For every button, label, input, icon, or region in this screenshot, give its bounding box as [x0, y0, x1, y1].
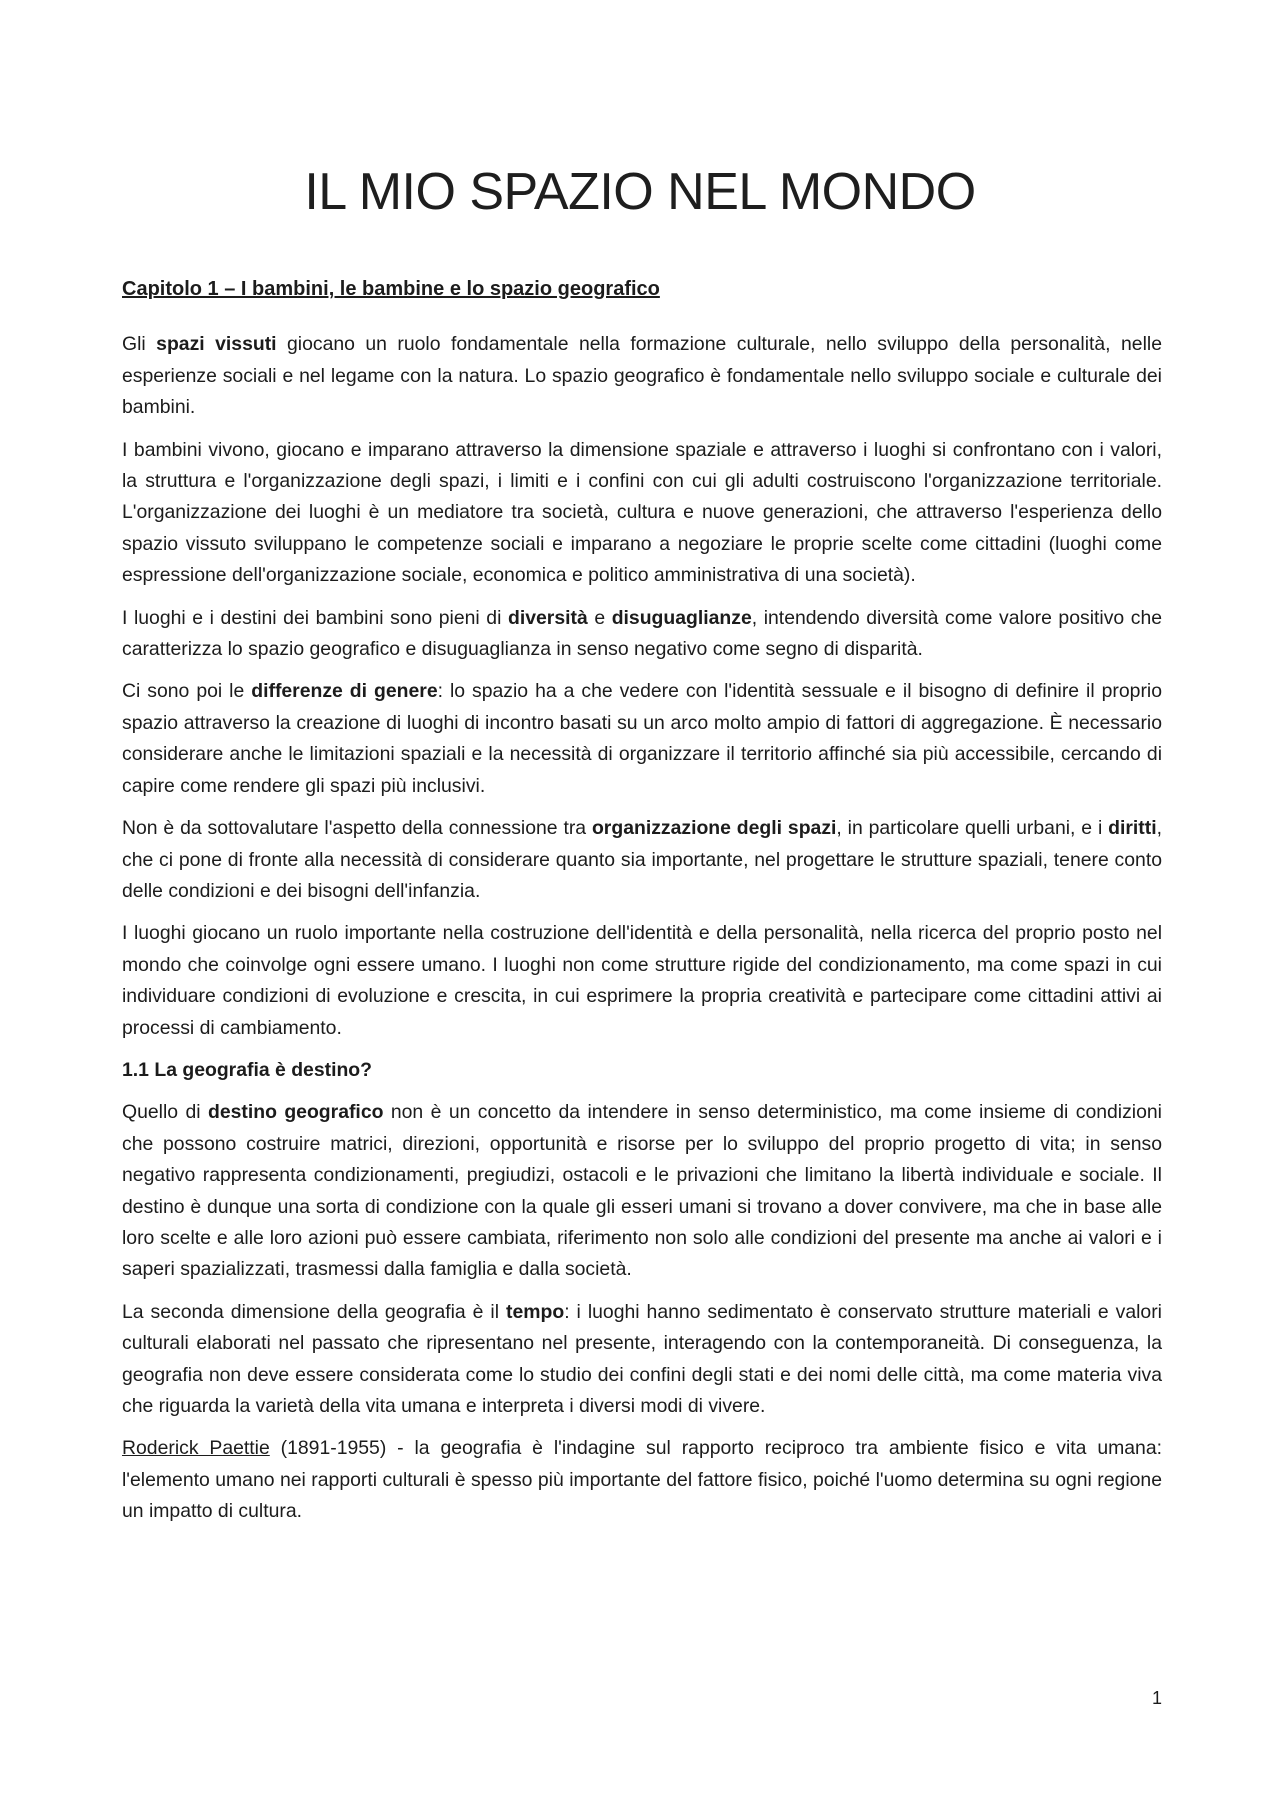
paragraph-5	[122, 813, 1162, 907]
p3-bold-term-1: diversità	[507, 606, 588, 629]
p5-bold-term-1: organizzazione degli spazi	[591, 817, 837, 840]
p3-text-a: I luoghi e i destini dei bambini sono pieni di	[122, 606, 508, 629]
p4-text-c: : lo spazio ha a che vedere con l'identità sessuale e il bisogno di definire il proprio spazio attraverso la creazione di luoghi di incontro basati su un arco molto ampio di fattori di aggregazione. È necessario considerare anche le limitazioni spaziali e la necessità di organizzare il territorio affinché sia più accessibile, cercando di capire come rendere gli spazi più inclusivi.	[122, 680, 1162, 797]
p1-text-c: giocano un ruolo fondamentale nella formazione culturale, nello sviluppo della personalità, nelle esperienze sociali e nel legame con la natura. Lo spazio geografico è fondamentale nello sviluppo sociale e culturale dei bambini.	[122, 333, 1162, 419]
p4-text-a: Ci sono poi le	[122, 680, 252, 703]
section-heading: 1.1 La geografia è destino?	[122, 1058, 372, 1081]
author-name: Roderick Paettie	[122, 1437, 270, 1460]
paragraph-9	[122, 1433, 1162, 1527]
chapter-heading: Capitolo 1 – I bambini, le bambine e lo spazio geografico	[122, 278, 660, 300]
p1-bold-term: spazi vissuti	[156, 333, 277, 356]
p3-bold-term-2: disuguaglianze	[611, 606, 752, 629]
paragraph-7	[122, 1097, 1162, 1285]
p5-bold-term-2: diritti	[1108, 817, 1157, 840]
p8-bold-term: tempo	[506, 1300, 565, 1323]
paragraph-2: I bambini vivono, giocano e imparano attraverso la dimensione spaziale e attraverso i luoghi si confrontano con i valori, la struttura e l'organizzazione degli spazi, i limiti e i confini con cui gli adulti costruiscono l'organizzazione territoriale. L'organizzazione dei luoghi è un mediatore tra società, cultura e nuove generazioni, che attraverso l'esperienza dello spazio vissuto sviluppano le competenze sociali e imparano a negoziare le proprie scelte come cittadini (luoghi come espressione dell'organizzazione sociale, economica e politico amministrativa di una società).	[122, 438, 1162, 587]
paragraph-1	[122, 329, 1162, 423]
p7-text-c: non è un concetto da intendere in senso deterministico, ma come insieme di condizioni che possono costruire matrici, direzioni, opportunità e risorse per lo sviluppo del proprio progetto di vita; in senso negativo rappresenta condizionamenti, pregiudizi, ostacoli e le privazioni che limitano la libertà individuale e sociale. Il destino è dunque una sorta di condizione con la quale gli esseri umani si trovano a dover convivere, ma che in base alle loro scelte e alle loro azioni può essere cambiata, riferimento non solo alle condizioni del presente ma anche ai valori e i saperi spazializzati, trasmessi dalla famiglia e dalla società.	[122, 1101, 1162, 1281]
paragraph-3	[122, 603, 1162, 666]
page-number: 1	[1151, 1688, 1162, 1708]
p8-text-a: La seconda dimensione della geografia è il	[122, 1300, 507, 1323]
paragraph-6: I luoghi giocano un ruolo importante nella costruzione dell'identità e della personalità, nella ricerca del proprio posto nel mondo che coinvolge ogni essere umano. I luoghi non come strutture rigide del condizionamento, ma come spazi in cui individuare condizioni di evoluzione e crescita, in cui esprimere la propria creatività e partecipare come cittadini attivi ai processi di cambiamento.	[122, 922, 1162, 1039]
paragraph-8	[122, 1297, 1162, 1423]
p4-bold-term: differenze di genere	[251, 680, 438, 703]
p3-text-d: , intendendo diversità come valore positivo che caratterizza lo spazio geografico e disuguaglianza in senso negativo come segno di disparità.	[122, 606, 1163, 661]
document-title: IL MIO SPAZIO NEL MONDO	[304, 163, 976, 221]
p1-text-a: Gli	[122, 333, 157, 356]
p7-text-a: Quello di	[122, 1101, 208, 1124]
p5-text-a: Non è da sottovalutare l'aspetto della connessione tra	[122, 817, 592, 840]
p8-text-c: : i luoghi hanno sedimentato è conservato strutture materiali e valori culturali elaborati nel passato che ripresentano nel presente, interagendo con la contemporaneità. Di conseguenza, la geografia non deve essere considerata come lo studio dei confini degli stati e dei nomi delle città, ma come materia viva che riguarda la varietà della vita umana e interpreta i diversi modi di vivere.	[122, 1300, 1162, 1417]
p3-text-c: e	[587, 606, 612, 629]
p7-bold-term: destino geografico	[207, 1101, 384, 1124]
p9-text-c: (1891-1955) - la geografia è l'indagine sul rapporto reciproco tra ambiente fisico e vita umana: l'elemento umano nei rapporti culturali è spesso più importante del fattore fisico, poiché l'uomo determina su ogni regione un impatto di cultura.	[122, 1437, 1162, 1523]
document-body	[122, 274, 1162, 1539]
p5-text-d: , che ci pone di fronte alla necessità di considerare quanto sia importante, nel progettare le strutture spaziali, tenere conto delle condizioni e dei bisogni dell'infanzia.	[122, 817, 1162, 902]
p5-text-c: , in particolare quelli urbani, e i	[836, 817, 1109, 840]
paragraph-4	[122, 676, 1162, 802]
